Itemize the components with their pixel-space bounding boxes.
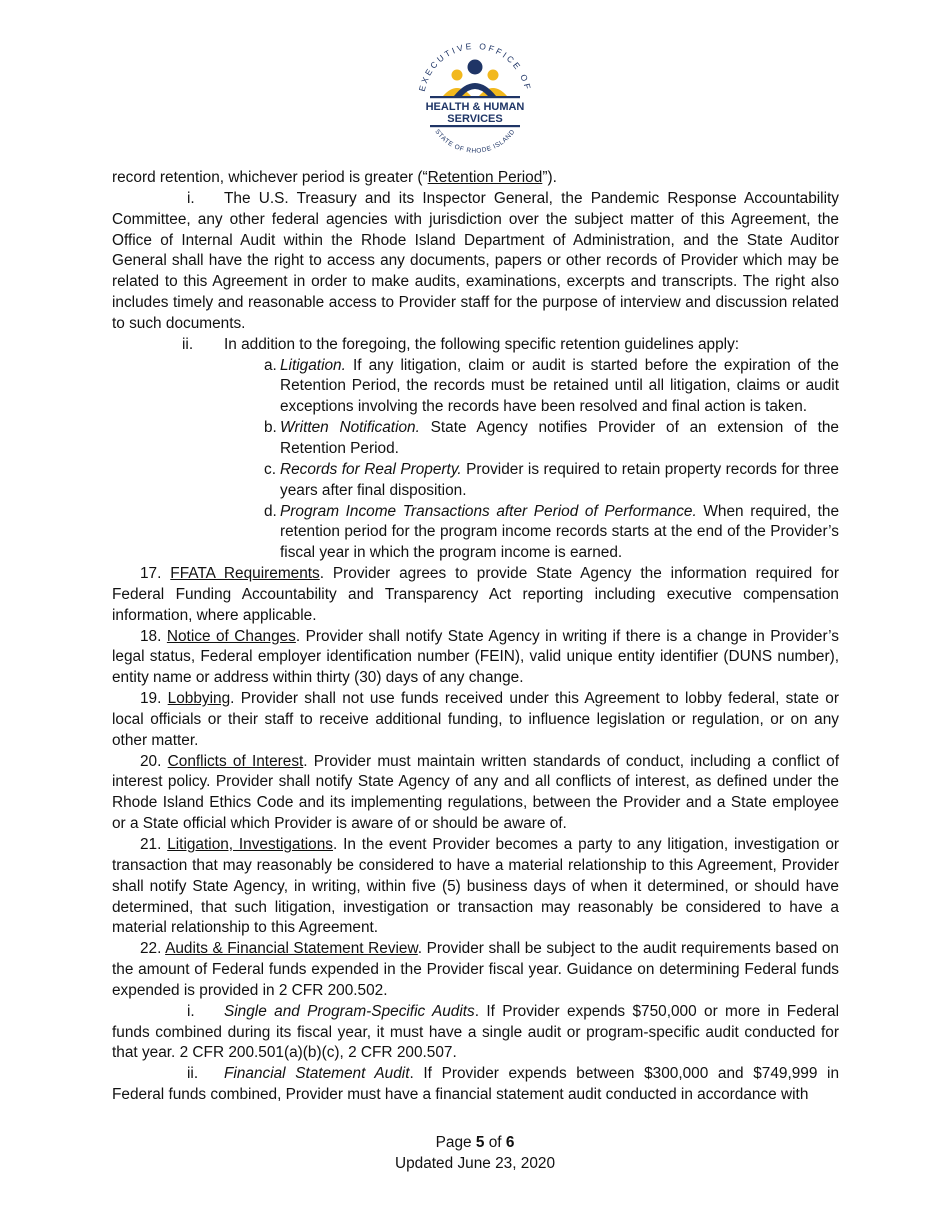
eohhs-logo [410, 38, 540, 156]
updated-date: Updated June 23, 2020 [394, 1155, 556, 1172]
logo-arc-text: EXECUTIVE OFFICE OF [416, 40, 534, 93]
section-22-clause-i: i. Single and Program-Specific Audits. If Provider expends $750,000 or more in Federal funds combined during its fiscal year, it must have a single audit or program-specific audit conducted for that year. 2 CFR 200.501(a)(b)(c), 2 CFR 200.507. [112, 1002, 839, 1062]
page-number: Page 5 of 6 [435, 1134, 515, 1151]
section-19-title: Lobbying [167, 690, 231, 708]
section-22-audits: 22. Audits & Financial Statement Review. Provider shall be subject to the audit requirements based on the amount of Federal funds expended in the Provider fiscal year. Guidance on determining Federal funds expended is provided in 2 CFR 200.502. [112, 940, 839, 999]
logo-figure-left [452, 70, 463, 81]
svg-text:STATE OF RHODE ISLAND [433, 128, 516, 154]
logo-bottom-text: STATE OF RHODE ISLAND [433, 128, 517, 155]
section-21-litigation: 21. Litigation, Investigations. In the event Provider becomes a party to any litigation, investigation or transaction that may reasonably be considered to have a material relationship to this Agreement, Provider shall notify State Agency, in writing, within five (5) business days of when it determined, or should have determined, that such litigation, investigation or transaction may reasonably be considered to have a material relationship to this Agreement. [112, 836, 840, 937]
clause-i-access-rights: i. The U.S. Treasury and its Inspector General, the Pandemic Response Accountability Committee, any other federal agencies with jurisdiction over the subject matter of this Agreement, the Office of Internal Audit within the Rhode Island Department of Administration, and the State Auditor General shall have the right to access any documents, papers or other records of Provider which may be related to this Agreement in order to make audits, examinations, excerpts and transcripts. The right also includes timely and reasonable access to Provider staff for the purpose of interview and discussion related to such documents. [112, 189, 839, 332]
guideline-c-real-property: c. Records for Real Property. Provider is required to retain property records for three years after final disposition. [264, 460, 839, 499]
retention-period-paragraph: record retention, whichever period is greater (“Retention Period”). [112, 169, 557, 186]
logo-figure-right [488, 70, 499, 81]
page-footer [0, 1132, 950, 1174]
section-20-conflicts: 20. Conflicts of Interest. Provider must maintain written standards of conduct, including a conflict of interest policy. Provider shall notify State Agency of any and all conflicts of interest, as defined under the Rhode Island Ethics Code and its implementing regulations, between the Provider and a State employee or a State official which Provider is aware of or should be aware of. [112, 752, 839, 833]
section-17-title: FFATA Requirements [170, 565, 320, 583]
logo-figure-center [468, 60, 483, 75]
section-18-notice-of-changes: 18. Notice of Changes. Provider shall notify State Agency in writing if there is a change in Provider’s legal status, Federal employer identification number (FEIN), valid unique entity identifier (DUNS number), entity name or address within thirty (30) days of any change. [112, 627, 840, 687]
section-19-lobbying: 19. Lobbying. Provider shall not use funds received under this Agreement to lobby federal, state or local officials or their staff to receive additional funding, to influence legislation or regulation, or on any other matter. [112, 690, 839, 749]
guideline-a-litigation: a. Litigation. If any litigation, claim or audit is started before the expiration of the Retention Period, the records must be retained until all litigation, claims or audit exceptions involving the records have been resolved and final action is taken. [264, 356, 839, 416]
clause-ii-retention-guidelines: ii. In addition to the foregoing, the following specific retention guidelines apply: [182, 335, 740, 353]
section-22-title: Audits & Financial Statement Review [165, 940, 418, 958]
guideline-d-program-income: d. Program Income Transactions after Period of Performance. When required, the retention period for the program income records starts at the end of the Provider’s fiscal year in which the program income is earned. [264, 502, 840, 562]
section-17-ffata: 17. FFATA Requirements. Provider agrees to provide State Agency the information required for Federal Funding Accountability and Transparency Act reporting including executive compensation information, where applicable. [112, 565, 839, 624]
retention-period-term: Retention Period [427, 169, 543, 186]
section-18-title: Notice of Changes [166, 627, 296, 645]
logo-line-2: SERVICES [447, 113, 503, 125]
section-21-title: Litigation, Investigations [167, 836, 334, 853]
section-20-title: Conflicts of Interest [167, 752, 304, 770]
section-22-clause-ii: ii. Financial Statement Audit. If Provider expends between $300,000 and $749,999 in Federal funds combined, Provider must have a financial statement audit conducted in accordance with [112, 1065, 840, 1104]
guideline-b-written-notification: b. Written Notification. State Agency notifies Provider of an extension of the Retention Period. [264, 419, 839, 457]
document-body [112, 168, 839, 1106]
logo-line-1: HEALTH & HUMAN [425, 101, 525, 113]
